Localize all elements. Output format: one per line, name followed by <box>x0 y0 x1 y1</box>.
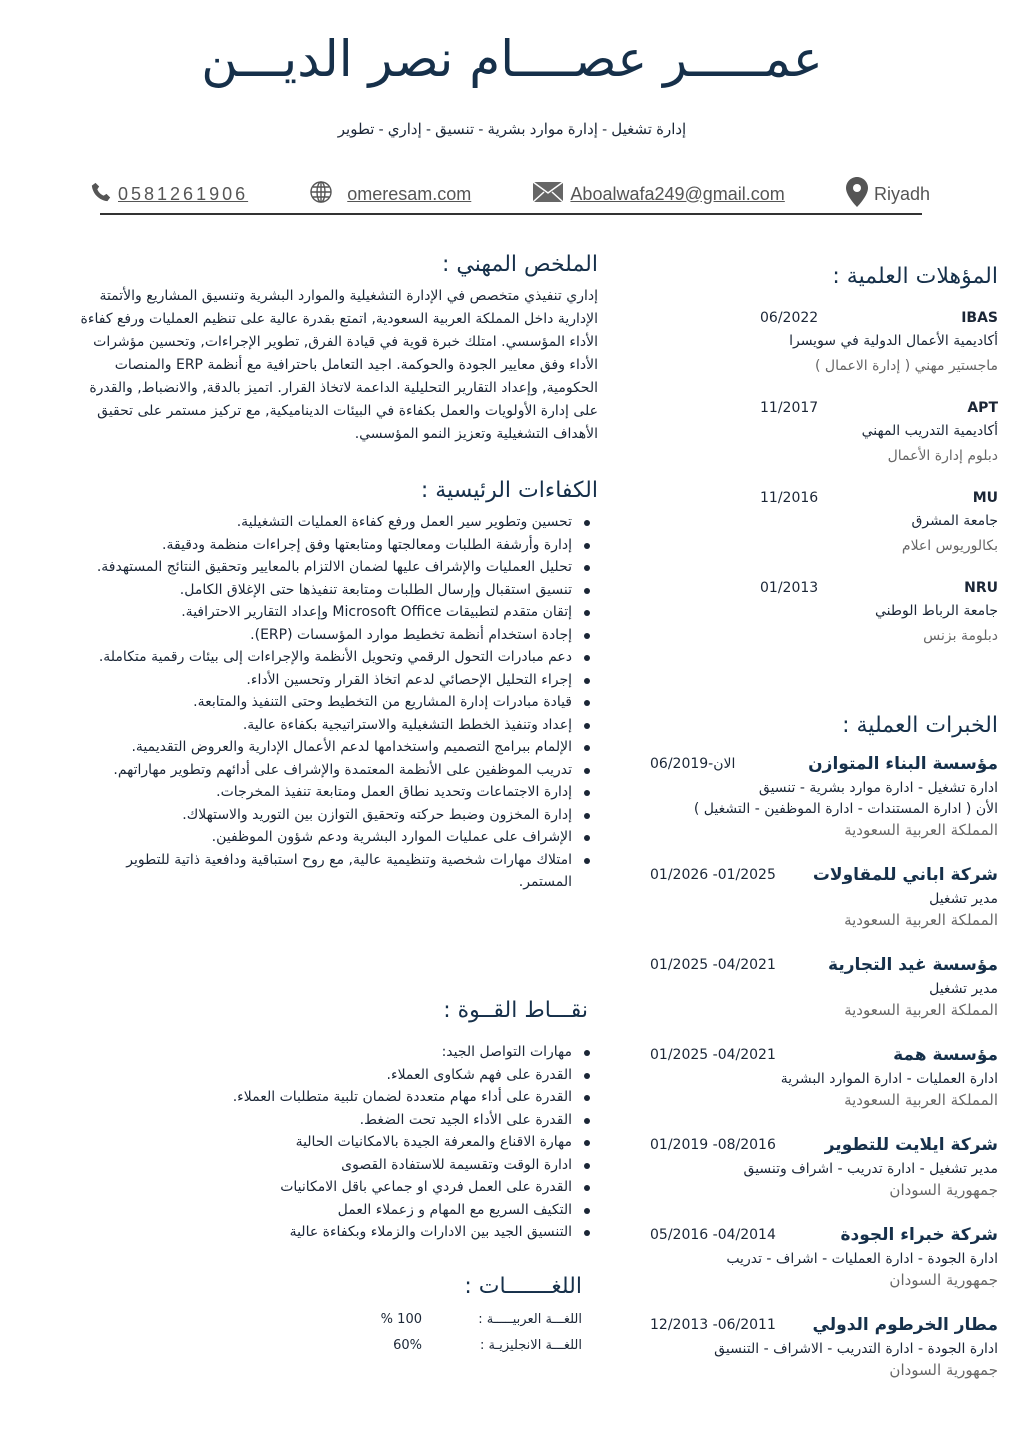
language-row <box>70 1333 582 1359</box>
experience-entry <box>650 951 998 1021</box>
experience-location: جمهورية السودان <box>889 1361 998 1379</box>
experience-date: 04/2014- 05/2016 <box>650 1227 776 1243</box>
competency-item: امتلاك مهارات شخصية وتنظيمية عالية, مع روح استباقية ودافعية ذاتية للتطوير المستمر. <box>70 849 598 894</box>
strength-item: التنسيق الجيد بين الادارات والزملاء وبكفاءة عالية <box>70 1221 598 1244</box>
qualification-date: 06/2022 <box>760 310 819 326</box>
strengths-section <box>70 998 598 1244</box>
experience-header <box>650 1221 998 1249</box>
experience-header <box>650 1041 998 1069</box>
location-text: Riyadh <box>873 183 930 204</box>
competency-item: إدارة المخزون وضبط حركته وتحقيق التوازن بين التوريد والاستهلاك. <box>70 804 598 827</box>
experience-entry <box>650 750 998 841</box>
qualification-header <box>650 487 998 509</box>
degree-name: دبلومة بزنس <box>923 628 998 644</box>
qualification-date: 11/2017 <box>760 400 819 416</box>
competency-item: دعم مبادرات التحول الرقمي وتحويل الأنظمة والإجراءات إلى بيئات رقمية متكاملة. <box>70 646 598 669</box>
languages-section <box>70 1274 598 1359</box>
experience-date: الان-06/2019 <box>650 756 736 772</box>
qualification-date: 01/2013 <box>760 580 819 596</box>
competency-item: تحسين وتطوير سير العمل ورفع كفاءة العمليات التشغيلية. <box>70 511 598 534</box>
degree-name: دبلوم إدارة الأعمال <box>887 448 998 464</box>
strength-item: مهارات التواصل الجيد: <box>70 1041 598 1064</box>
institution-name: جامعة الرباط الوطني <box>875 603 998 619</box>
competency-item: تنسيق استقبال وإرسال الطلبات ومتابعة تنفيذها حتى الإغلاق الكامل. <box>70 579 598 602</box>
institution-name: أكاديمية التدريب المهني <box>861 423 998 439</box>
company-name: مؤسسة همة <box>893 1045 998 1065</box>
competencies-list <box>70 511 598 894</box>
company-name: شركة ايلايت للتطوير <box>824 1135 998 1155</box>
languages-title: اللغـــــــات : <box>464 1274 582 1299</box>
institution-name: أكاديمية الأعمال الدولية في سويسرا <box>789 333 998 349</box>
summary-text: إداري تنفيذي متخصص في الإدارة التشغيلية والموارد البشرية وتنسيق المشاريع والأتمتة الإدارية داخل المملكة العربية السعودية, اتمتع بقدرة عالية على تنظيم العمليات ورفع كفاءة الأداء المؤسسي. امتلك خبرة قوية في قيادة الفرق, تطوير الإجراءات, وتحسين مؤشرات الأداء وفق معايير الجودة والحوكمة. اجيد التعامل باحترافية مع أنظمة ERP والمنصات الحكومية, وإعداد التقارير التحليلية الداعمة لاتخاذ القرار. اتميز بالدقة, والانضباط, والقدرة على إدارة الأولويات والعمل بكفاءة في البيئات الديناميكية, مع تركيز مستمر على تحقيق الأهداف التشغيلية وتعزيز النمو المؤسسي. <box>80 288 598 442</box>
qualifications-section <box>650 264 998 667</box>
degree-name: ماجستير مهني ( إدارة الاعمال ) <box>815 358 998 374</box>
experience-location: المملكة العربية السعودية <box>844 1091 998 1109</box>
experience-date: 08/2016- 01/2019 <box>650 1137 776 1153</box>
strength-item: مهارة الاقناع والمعرفة الجيدة بالامكانيات الحالية <box>70 1131 598 1154</box>
experience-entry <box>650 1311 998 1381</box>
strength-item: ادارة الوقت وتقسيمة للاستفادة القصوى <box>70 1154 598 1177</box>
institution-abbr: MU <box>972 490 998 506</box>
summary-section <box>70 252 598 446</box>
competency-item: الإلمام ببرامج التصميم واستخدامها لدعم الأعمال الإدارية والعروض التقديمية. <box>70 736 598 759</box>
strength-item: القدرة على أداء مهام متعددة لضمان تلبية متطلبات العملاء. <box>70 1086 598 1109</box>
competency-item: إدارة الاجتماعات وتحديد نطاق العمل ومتابعة تنفيذ المخرجات. <box>70 781 598 804</box>
contact-email[interactable] <box>532 181 784 208</box>
language-name: اللغـــة الانجليزيـة : <box>479 1338 582 1353</box>
competency-item: قيادة مبادرات إدارة المشاريع من التخطيط وحتى التنفيذ والمتابعة. <box>70 691 598 714</box>
institution-abbr: NRU <box>964 580 998 596</box>
language-level: 60% <box>393 1338 422 1353</box>
company-name: شركة خبراء الجودة <box>840 1225 998 1245</box>
globe-icon <box>309 180 333 209</box>
competency-item: تحليل العمليات والإشراف عليها لضمان الالتزام بالمعايير وتحقيق النتائج المستهدفة. <box>70 556 598 579</box>
experience-date: 01/2025- 01/2026 <box>650 867 776 883</box>
contact-location <box>846 177 930 212</box>
experience-header <box>650 1311 998 1339</box>
strength-item: القدرة على العمل فردي او جماعي باقل الامكانيات <box>70 1176 598 1199</box>
qualification-entry <box>650 397 998 469</box>
experience-role: ادارة الجودة - ادارة التدريب - الاشراف - التنسيق <box>714 1341 998 1357</box>
qualification-header <box>650 307 998 329</box>
experience-role: ادارة الجودة - ادارة العمليات - اشراف - تدريب <box>726 1251 998 1267</box>
job-subtitle: إدارة تشغيل - إدارة موارد بشرية - تنسيق - إداري - تطوير <box>337 121 687 138</box>
contact-bar <box>90 178 930 210</box>
competency-item: إتقان متقدم لتطبيقات Microsoft Office وإعداد التقارير الاحترافية. <box>70 601 598 624</box>
experience-role: ادارة تشغيل - ادارة موارد بشرية - تنسيق <box>758 780 998 796</box>
website-link[interactable]: omeresam.com <box>347 183 472 204</box>
qualification-date: 11/2016 <box>760 490 819 506</box>
experience-header <box>650 750 998 778</box>
experience-entry <box>650 861 998 931</box>
experience-role: مدير تشغيل <box>929 981 998 997</box>
experience-title: الخبرات العملية : <box>842 713 998 738</box>
experience-date: 04/2021- 01/2025 <box>650 957 776 973</box>
experience-date: 04/2021- 01/2025 <box>650 1047 776 1063</box>
competency-item: إعداد وتنفيذ الخطط التشغيلية والاستراتيجية بكفاءة عالية. <box>70 714 598 737</box>
language-row <box>70 1307 582 1333</box>
experience-role: مدير تشغيل - ادارة تدريب - اشراف وتنسيق <box>743 1161 998 1177</box>
envelope-icon <box>532 181 564 208</box>
degree-name: بكالوريوس اعلام <box>901 538 998 554</box>
experience-header <box>650 951 998 979</box>
experience-date: 06/2011- 12/2013 <box>650 1317 776 1333</box>
experience-role: الأن ( ادارة المستندات - ادارة الموظفين - التشغيل ) <box>693 801 998 817</box>
contact-phone[interactable] <box>90 181 248 208</box>
company-name: مطار الخرطوم الدولي <box>812 1315 998 1335</box>
qualification-header <box>650 397 998 419</box>
competency-item: تدريب الموظفين على الأنظمة المعتمدة والإشراف على أدائهم وتطوير مهاراتهم. <box>70 759 598 782</box>
contact-website[interactable] <box>309 180 471 209</box>
experience-location: جمهورية السودان <box>889 1271 998 1289</box>
experience-entry <box>650 1131 998 1201</box>
institution-abbr: IBAS <box>961 310 998 326</box>
competencies-section <box>70 478 598 894</box>
strength-item: القدرة على فهم شكاوى العملاء. <box>70 1064 598 1087</box>
competency-item: إجراء التحليل الإحصائي لدعم اتخاذ القرار وتحسين الأداء. <box>70 669 598 692</box>
language-name: اللغـــة العربيـــــة : <box>478 1312 582 1327</box>
competency-item: إدارة وأرشفة الطلبات ومعالجتها ومتابعتها وفق إجراءات منظمة ودقيقة. <box>70 534 598 557</box>
phone-icon <box>90 181 112 208</box>
qualification-header <box>650 577 998 599</box>
company-name: شركة اباني للمقاولات <box>812 865 998 885</box>
experience-entry <box>650 1041 998 1111</box>
map-pin-icon <box>846 177 868 212</box>
qualification-entry <box>650 307 998 379</box>
experience-header <box>650 861 998 889</box>
competencies-title: الكفاءات الرئيسية : <box>420 478 598 503</box>
experience-location: المملكة العربية السعودية <box>844 821 998 839</box>
email-link[interactable]: Aboalwafa249@gmail.com <box>570 183 785 204</box>
experience-location: المملكة العربية السعودية <box>844 911 998 929</box>
company-name: مؤسسة البناء المتوازن <box>808 754 998 774</box>
phone-link[interactable]: 0581261906 <box>118 183 249 204</box>
strength-item: القدرة على الأداء الجيد تحت الضغط. <box>70 1109 598 1132</box>
candidate-name: عمـــــر عصــــام نصر الديـــن <box>201 30 823 88</box>
experience-header <box>650 1131 998 1159</box>
competency-item: الإشراف على عمليات الموارد البشرية ودعم شؤون الموظفين. <box>70 826 598 849</box>
qualification-entry <box>650 487 998 559</box>
summary-title: الملخص المهني : <box>441 252 598 277</box>
experience-role: ادارة العمليات - ادارة الموارد البشرية <box>780 1071 998 1087</box>
strengths-list <box>70 1041 598 1244</box>
qualifications-title: المؤهلات العلمية : <box>832 264 998 289</box>
experience-role: مدير تشغيل <box>929 891 998 907</box>
institution-name: جامعة المشرق <box>911 513 998 529</box>
competency-item: إجادة استخدام أنظمة تخطيط موارد المؤسسات (ERP). <box>70 624 598 647</box>
header-divider <box>100 213 922 215</box>
strength-item: التكيف السريع مع المهام و زعملاء العمل <box>70 1199 598 1222</box>
experience-section <box>650 713 998 1401</box>
qualification-entry <box>650 577 998 649</box>
experience-location: جمهورية السودان <box>889 1181 998 1199</box>
language-level: 100 % <box>380 1312 422 1327</box>
strengths-title: نقـــاط القــوة : <box>443 998 588 1023</box>
experience-entry <box>650 1221 998 1291</box>
company-name: مؤسسة غيد التجارية <box>828 955 998 975</box>
institution-abbr: APT <box>967 400 998 416</box>
experience-location: المملكة العربية السعودية <box>844 1001 998 1019</box>
